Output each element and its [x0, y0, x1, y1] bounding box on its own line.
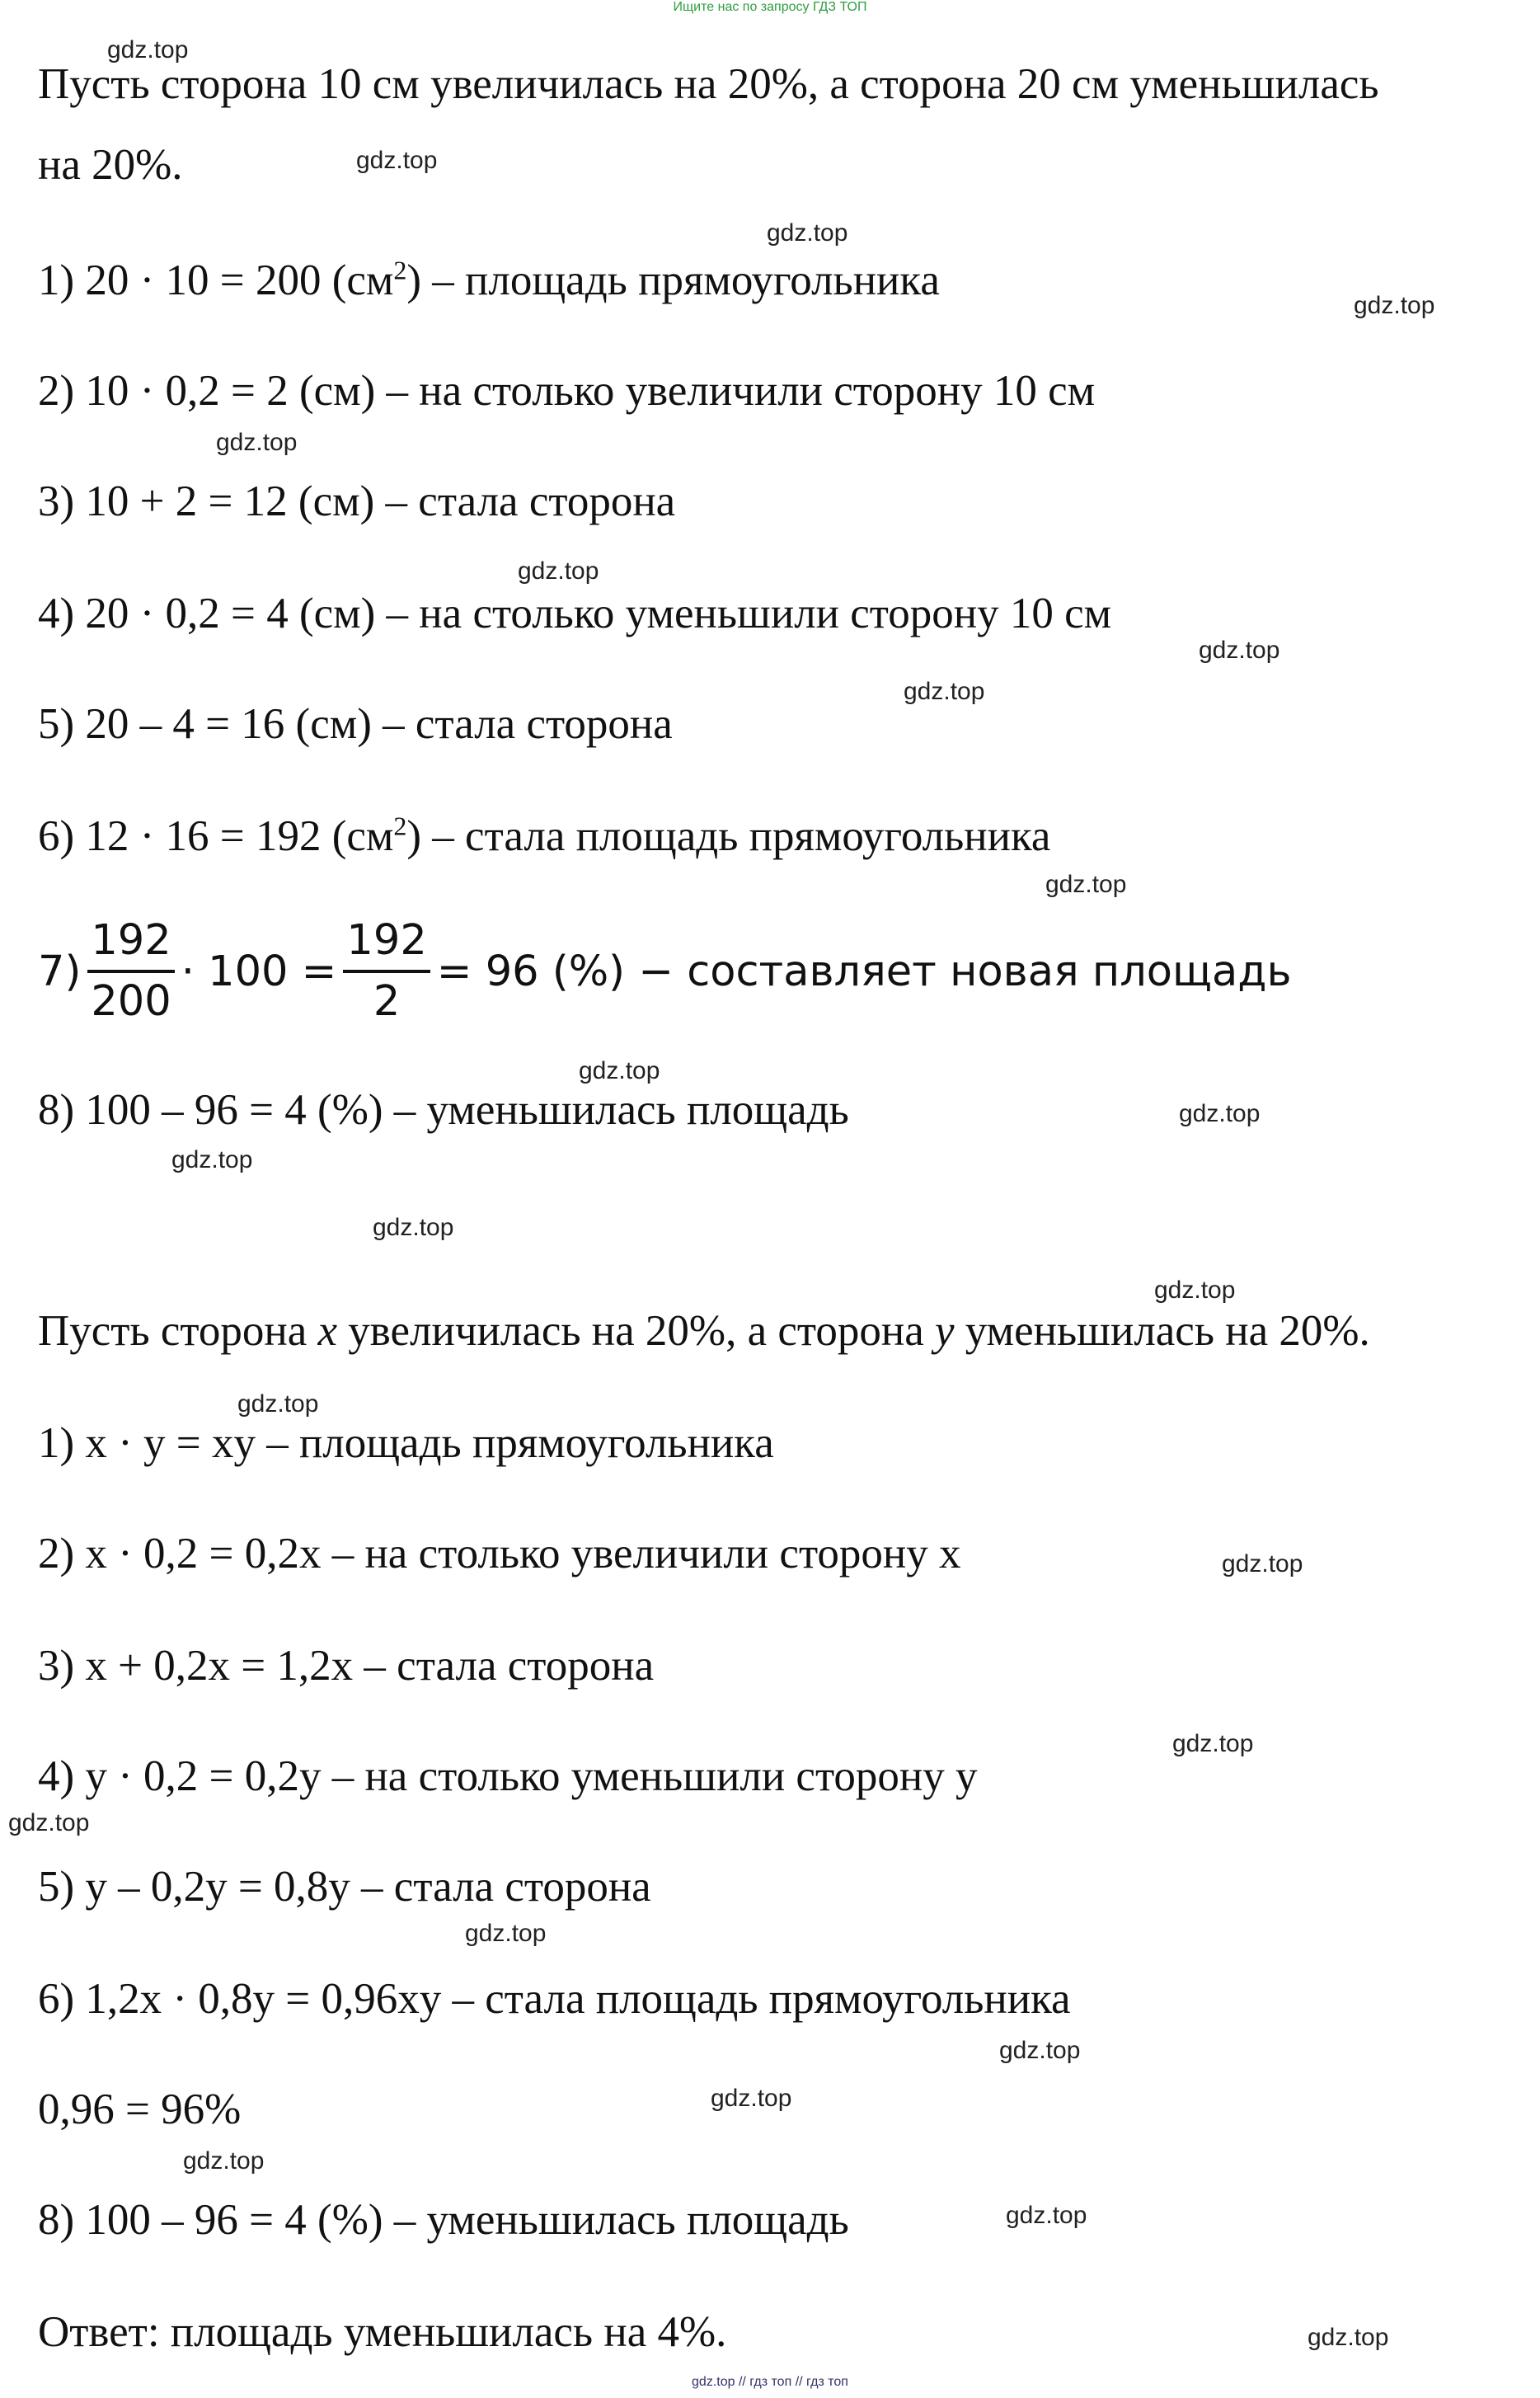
answer-line: Ответ: площадь уменьшилась на 4%. — [38, 2308, 727, 2356]
watermark: gdz.top — [1006, 2202, 1087, 2229]
part1-step5: 5) 20 – 4 = 16 (см) – стала сторона — [38, 700, 673, 748]
watermark: gdz.top — [999, 2037, 1081, 2064]
watermark: gdz.top — [465, 1920, 547, 1947]
part1-step8: 8) 100 – 96 = 4 (%) – уменьшилась площадь — [38, 1086, 849, 1134]
watermark: gdz.top — [1354, 292, 1435, 319]
watermark: gdz.top — [237, 1390, 319, 1418]
part2-step3: 3) x + 0,2x = 1,2x – стала сторона — [38, 1642, 655, 1690]
footer-banner: gdz.top // гдз топ // гдз топ — [692, 2375, 848, 2389]
watermark: gdz.top — [1308, 2324, 1389, 2351]
fraction-numerator: 192 — [87, 915, 174, 973]
var-x: x — [317, 1307, 338, 1355]
part2-intro-b: увеличилась на 20%, а сторона — [337, 1307, 935, 1355]
part2-step1: 1) x · y = xy – площадь прямоугольника — [38, 1419, 774, 1467]
part1-step1-text: 1) 20 · 10 = 200 (см — [38, 256, 394, 304]
part1-step7 — [38, 905, 1292, 1037]
watermark: gdz.top — [711, 2085, 792, 2112]
part1-step6-superscript: 2 — [393, 811, 407, 841]
part1-step7-result: = 96 (%) − составляет новая площадь — [436, 947, 1292, 996]
part2-step5: 5) y – 0,2y = 0,8y – стала сторона — [38, 1863, 651, 1911]
watermark: gdz.top — [356, 147, 438, 174]
part2-intro-c: уменьшилась на 20%. — [954, 1307, 1370, 1355]
part1-step6-text: 6) 12 · 16 = 192 (см — [38, 812, 394, 860]
watermark: gdz.top — [1154, 1277, 1236, 1304]
watermark: gdz.top — [904, 678, 985, 705]
part1-step7-times: · 100 = — [181, 947, 337, 996]
part1-step6 — [38, 810, 1050, 863]
watermark: gdz.top — [767, 219, 848, 247]
part2-step7: 0,96 = 96% — [38, 2085, 242, 2133]
fraction-denominator: 200 — [91, 977, 171, 1026]
part1-step1-text-end: ) – площадь прямоугольника — [406, 256, 940, 304]
part1-step1-superscript: 2 — [393, 255, 407, 285]
watermark: gdz.top — [171, 1146, 253, 1173]
fraction-denominator: 2 — [373, 977, 401, 1026]
part1-step3: 3) 10 + 2 = 12 (см) – стала сторона — [38, 477, 676, 525]
watermark: gdz.top — [8, 1809, 90, 1836]
watermark: gdz.top — [1179, 1100, 1261, 1127]
watermark: gdz.top — [1199, 637, 1280, 664]
part1-intro-line1: Пусть сторона 10 см увеличилась на 20%, а сторона 20 см уменьшилась — [38, 60, 1379, 108]
watermark: gdz.top — [1045, 871, 1127, 898]
fraction-192-over-200 — [87, 915, 174, 1027]
var-y: y — [934, 1307, 955, 1355]
part2-step8: 8) 100 – 96 = 4 (%) – уменьшилась площадь — [38, 2196, 849, 2244]
part1-step6-text-end: ) – стала площадь прямоугольника — [406, 812, 1051, 860]
part1-step4: 4) 20 · 0,2 = 4 (см) – на столько уменьшили сторону 10 см — [38, 590, 1112, 637]
part1-step2: 2) 10 · 0,2 = 2 (см) – на столько увеличили сторону 10 см — [38, 367, 1096, 415]
fraction-numerator: 192 — [343, 915, 430, 973]
part1-step1 — [38, 254, 940, 307]
header-banner: Ищите нас по запросу ГДЗ ТОП — [673, 0, 867, 14]
part2-intro — [38, 1305, 1370, 1357]
watermark: gdz.top — [183, 2147, 265, 2175]
fraction-192-over-2 — [343, 915, 430, 1027]
part1-step7-label: 7) — [38, 947, 82, 996]
part2-step2: 2) x · 0,2 = 0,2x – на столько увеличили сторону x — [38, 1530, 961, 1578]
watermark: gdz.top — [579, 1057, 660, 1084]
part2-intro-a: Пусть сторона — [38, 1307, 318, 1355]
watermark: gdz.top — [1222, 1550, 1303, 1578]
watermark: gdz.top — [518, 557, 599, 585]
part2-step6: 6) 1,2x · 0,8y = 0,96xy – стала площадь прямоугольника — [38, 1975, 1071, 2023]
part2-step4: 4) y · 0,2 = 0,2y – на столько уменьшили сторону y — [38, 1752, 978, 1800]
watermark: gdz.top — [107, 36, 189, 63]
watermark: gdz.top — [373, 1214, 454, 1241]
watermark: gdz.top — [1172, 1730, 1254, 1757]
part1-intro-line2: на 20%. — [38, 141, 183, 189]
watermark: gdz.top — [216, 429, 298, 456]
